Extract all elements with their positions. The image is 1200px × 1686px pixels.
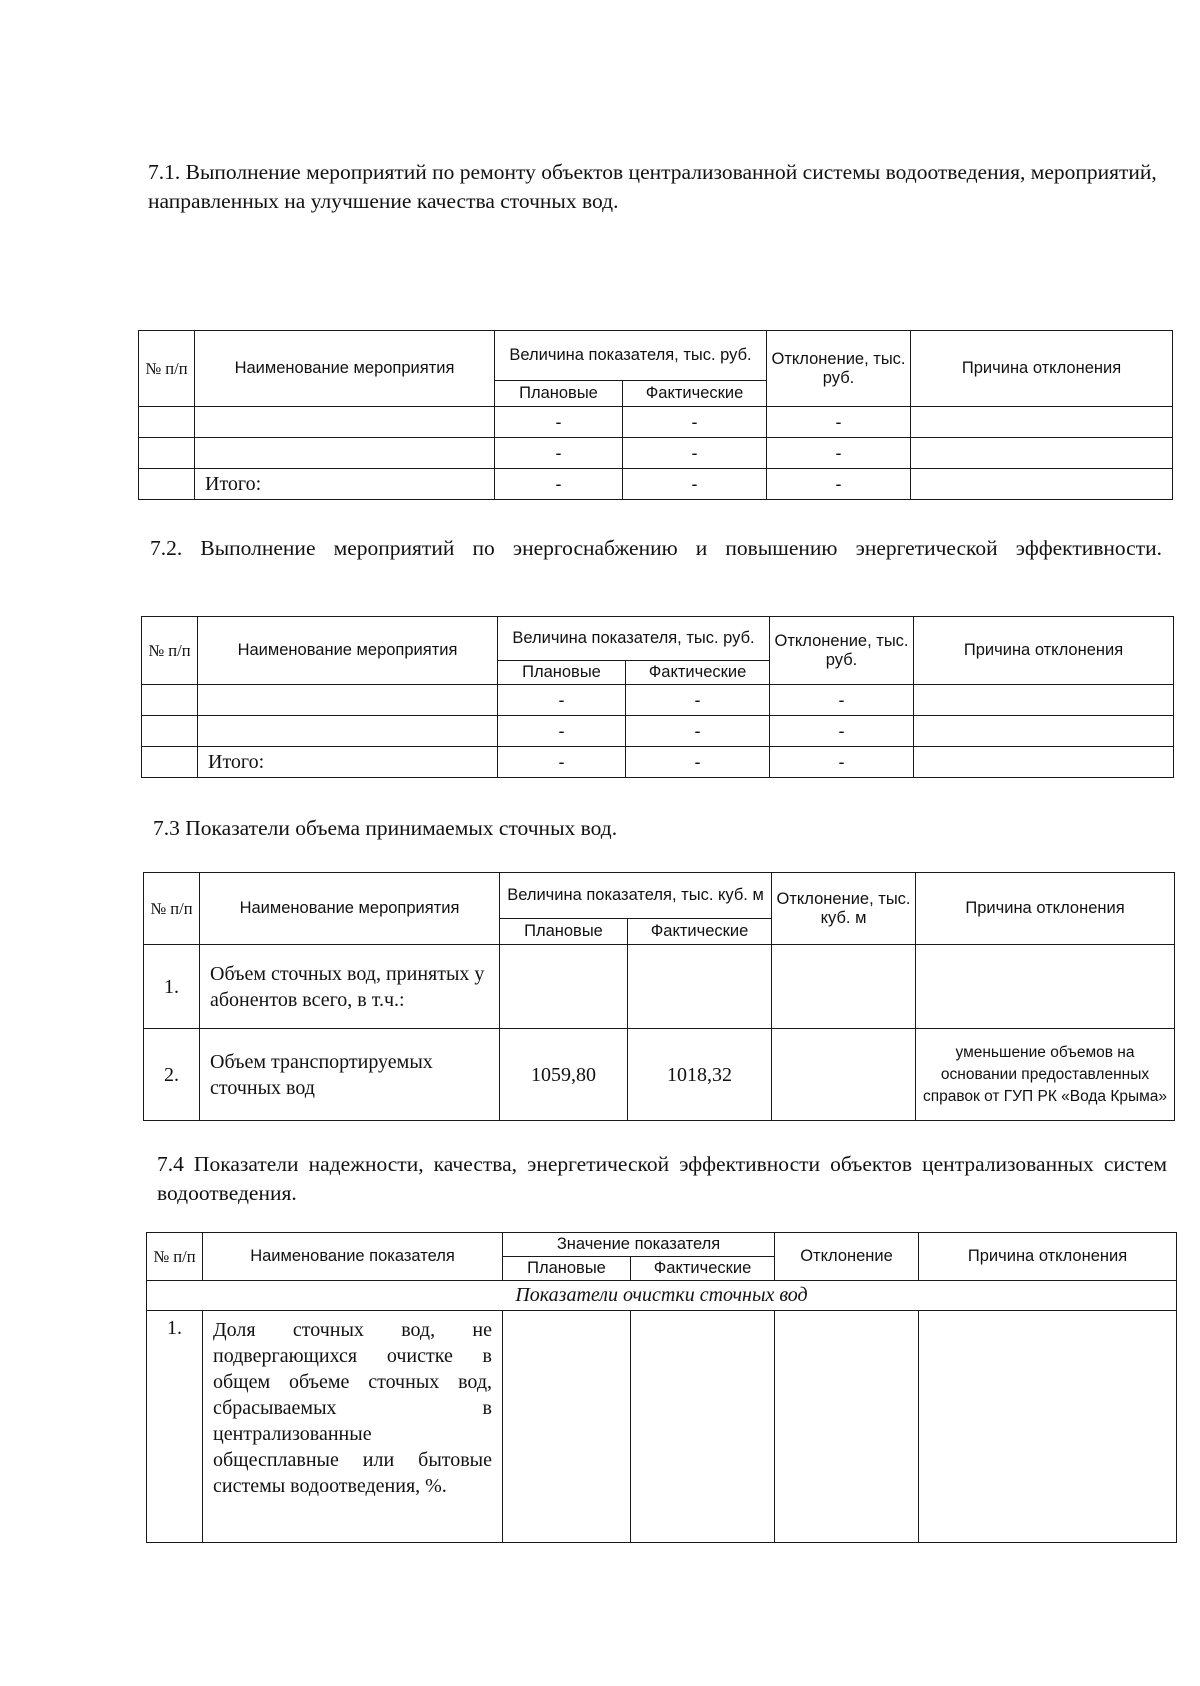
row-actual bbox=[628, 945, 772, 1029]
col-value-header: Величина показателя, тыс. руб. bbox=[495, 331, 767, 381]
row-num bbox=[142, 747, 198, 778]
col-deviation-header: Отклонение, тыс. руб. bbox=[770, 617, 914, 685]
row-deviation: - bbox=[770, 716, 914, 747]
row-actual: - bbox=[623, 438, 767, 469]
col-name-header: Наименование показателя bbox=[203, 1233, 503, 1281]
col-actual-header: Фактические bbox=[628, 919, 772, 945]
section-7-3-heading: 7.3 Показатели объема принимаемых сточных вод. bbox=[153, 816, 618, 840]
table-7-1 bbox=[138, 330, 1173, 500]
table-row bbox=[144, 1029, 1175, 1121]
row-actual: - bbox=[626, 685, 770, 716]
row-deviation bbox=[772, 1029, 916, 1121]
row-num bbox=[142, 685, 198, 716]
col-reason-header: Причина отклонения bbox=[914, 617, 1174, 685]
row-deviation: - bbox=[770, 747, 914, 778]
table-row bbox=[142, 716, 1174, 747]
table-row bbox=[144, 945, 1175, 1029]
row-name bbox=[195, 438, 495, 469]
row-name bbox=[198, 685, 498, 716]
section-7-2-heading: 7.2. Выполнение мероприятий по энергоснабжению и повышению энергетической эффективности. bbox=[150, 536, 1162, 560]
row-num: 2. bbox=[144, 1029, 200, 1121]
row-name: Итого: bbox=[198, 747, 498, 778]
subsection-title: Показатели очистки сточных вод bbox=[147, 1281, 1177, 1311]
row-actual: 1018,32 bbox=[628, 1029, 772, 1121]
row-reason bbox=[911, 469, 1173, 500]
row-reason bbox=[911, 407, 1173, 438]
table-row bbox=[139, 438, 1173, 469]
row-num bbox=[139, 438, 195, 469]
col-reason-header: Причина отклонения bbox=[919, 1233, 1177, 1281]
col-actual-header: Фактические bbox=[623, 381, 767, 407]
col-actual-header: Фактические bbox=[631, 1257, 775, 1281]
row-reason bbox=[919, 1311, 1177, 1543]
table-row bbox=[147, 1311, 1177, 1543]
table-7-2 bbox=[141, 616, 1174, 778]
row-actual: - bbox=[623, 469, 767, 500]
row-deviation: - bbox=[767, 469, 911, 500]
row-name bbox=[198, 716, 498, 747]
col-value-header: Величина показателя, тыс. руб. bbox=[498, 617, 770, 661]
row-num bbox=[142, 716, 198, 747]
row-num: 1. bbox=[147, 1311, 203, 1543]
row-reason bbox=[911, 438, 1173, 469]
row-reason: уменьшение объемов на основании предоставленных справок от ГУП РК «Вода Крыма» bbox=[916, 1029, 1175, 1121]
row-planned: - bbox=[495, 438, 623, 469]
row-num: 1. bbox=[144, 945, 200, 1029]
row-actual bbox=[631, 1311, 775, 1543]
table-row-total bbox=[142, 747, 1174, 778]
row-planned: - bbox=[498, 747, 626, 778]
row-name bbox=[195, 407, 495, 438]
row-planned bbox=[500, 945, 628, 1029]
col-num-header: № п/п bbox=[144, 873, 200, 945]
col-actual-header: Фактические bbox=[626, 661, 770, 685]
col-reason-header: Причина отклонения bbox=[916, 873, 1175, 945]
row-actual: - bbox=[626, 747, 770, 778]
row-reason bbox=[914, 685, 1174, 716]
row-name: Объем сточных вод, принятых у абонентов всего, в т.ч.: bbox=[200, 945, 500, 1029]
row-num bbox=[139, 469, 195, 500]
table-7-4 bbox=[146, 1232, 1177, 1543]
row-actual: - bbox=[626, 716, 770, 747]
row-deviation: - bbox=[767, 438, 911, 469]
row-planned: - bbox=[495, 469, 623, 500]
col-num-header: № п/п bbox=[147, 1233, 203, 1281]
section-7-4-heading: 7.4 Показатели надежности, качества, энергетической эффективности объектов централизованных систем водоотведения. bbox=[157, 1152, 1167, 1205]
row-planned: - bbox=[498, 685, 626, 716]
col-value-header: Величина показателя, тыс. куб. м bbox=[500, 873, 772, 919]
col-reason-header: Причина отклонения bbox=[911, 331, 1173, 407]
table-row bbox=[142, 685, 1174, 716]
col-value-header: Значение показателя bbox=[503, 1233, 775, 1257]
row-planned: 1059,80 bbox=[500, 1029, 628, 1121]
col-deviation-header: Отклонение, тыс. куб. м bbox=[772, 873, 916, 945]
row-actual: - bbox=[623, 407, 767, 438]
col-deviation-header: Отклонение bbox=[775, 1233, 919, 1281]
col-planned-header: Плановые bbox=[500, 919, 628, 945]
row-deviation bbox=[775, 1311, 919, 1543]
row-name: Объем транспортируемых сточных вод bbox=[200, 1029, 500, 1121]
row-num bbox=[139, 407, 195, 438]
col-planned-header: Плановые bbox=[495, 381, 623, 407]
row-deviation bbox=[772, 945, 916, 1029]
col-deviation-header: Отклонение, тыс. руб. bbox=[767, 331, 911, 407]
row-name: Доля сточных вод, не подвергающихся очистке в общем объеме сточных вод, сбрасываемых в централизованные общесплавные или бытовые системы водоотведения, %. bbox=[203, 1311, 503, 1543]
col-planned-header: Плановые bbox=[503, 1257, 631, 1281]
col-name-header: Наименование мероприятия bbox=[200, 873, 500, 945]
table-7-3 bbox=[143, 872, 1175, 1121]
row-planned bbox=[503, 1311, 631, 1543]
row-deviation: - bbox=[770, 685, 914, 716]
row-name: Итого: bbox=[195, 469, 495, 500]
row-planned: - bbox=[498, 716, 626, 747]
row-deviation: - bbox=[767, 407, 911, 438]
table-row bbox=[139, 407, 1173, 438]
section-7-1-heading: 7.1. Выполнение мероприятий по ремонту объектов централизованной системы водоотведения, мероприятий, направленных на улучшение качества сточных вод. bbox=[148, 160, 1157, 213]
row-reason bbox=[914, 747, 1174, 778]
row-planned: - bbox=[495, 407, 623, 438]
row-reason bbox=[916, 945, 1175, 1029]
col-num-header: № п/п bbox=[139, 331, 195, 407]
col-name-header: Наименование мероприятия bbox=[195, 331, 495, 407]
row-reason bbox=[914, 716, 1174, 747]
col-num-header: № п/п bbox=[142, 617, 198, 685]
table-row-total bbox=[139, 469, 1173, 500]
col-name-header: Наименование мероприятия bbox=[198, 617, 498, 685]
col-planned-header: Плановые bbox=[498, 661, 626, 685]
